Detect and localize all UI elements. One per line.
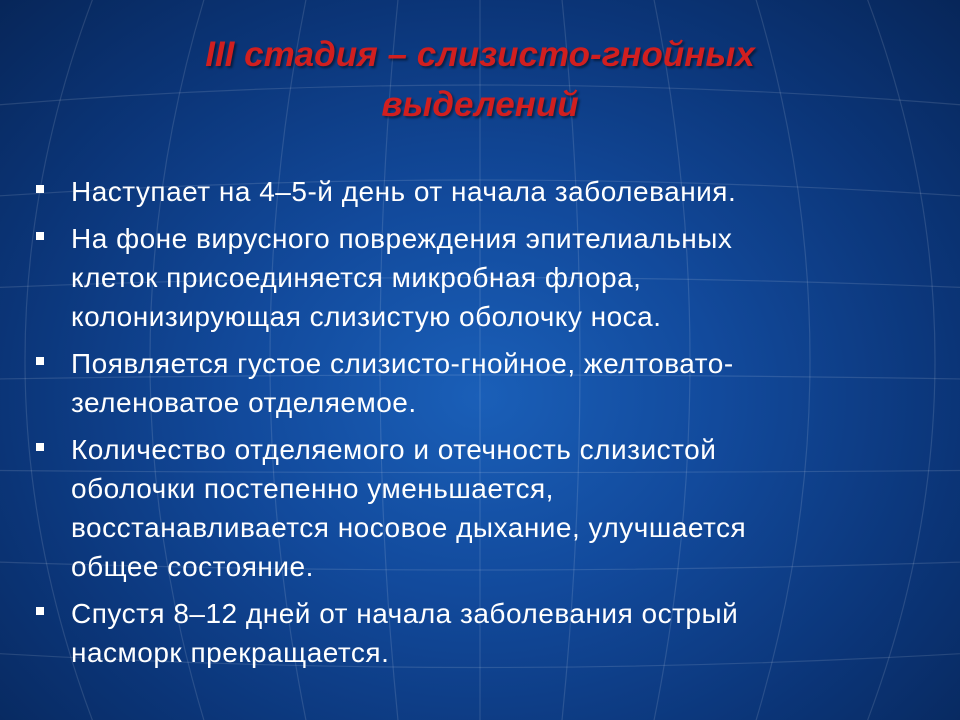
bullet-item: [34, 344, 934, 422]
slide-title-line: выделений: [381, 85, 579, 124]
bullet-item: [34, 430, 934, 586]
bullet-item: [34, 594, 934, 672]
slide-title-line: III стадия – слизисто-гнойных: [205, 35, 755, 74]
bullet-text-line: зеленоватое отделяемое.: [71, 387, 417, 418]
slide-title: [80, 30, 880, 130]
square-bullet-icon: [36, 607, 44, 615]
bullet-text-line: восстанавливается носовое дыхание, улучшается: [71, 512, 747, 543]
bullet-item: [34, 172, 934, 211]
bullet-list: [34, 172, 934, 680]
bullet-text-line: Спустя 8–12 дней от начала заболевания острый: [71, 598, 739, 629]
bullet-text-line: насморк прекращается.: [71, 637, 390, 668]
bullet-item: [34, 219, 934, 336]
bullet-text-line: оболочки постепенно уменьшается,: [71, 473, 554, 504]
bullet-text-line: общее состояние.: [71, 551, 314, 582]
square-bullet-icon: [36, 232, 44, 240]
bullet-text-line: Появляется густое слизисто-гнойное, желтовато-: [71, 348, 734, 379]
square-bullet-icon: [36, 357, 44, 365]
bullet-text-line: клеток присоединяется микробная флора,: [71, 262, 642, 293]
bullet-text-line: Количество отделяемого и отечность слизистой: [71, 434, 717, 465]
square-bullet-icon: [36, 443, 44, 451]
square-bullet-icon: [36, 185, 44, 193]
bullet-text-line: Наступает на 4–5-й день от начала заболевания.: [71, 176, 737, 207]
bullet-text-line: На фоне вирусного повреждения эпителиальных: [71, 223, 733, 254]
bullet-text-line: колонизирующая слизистую оболочку носа.: [71, 301, 662, 332]
